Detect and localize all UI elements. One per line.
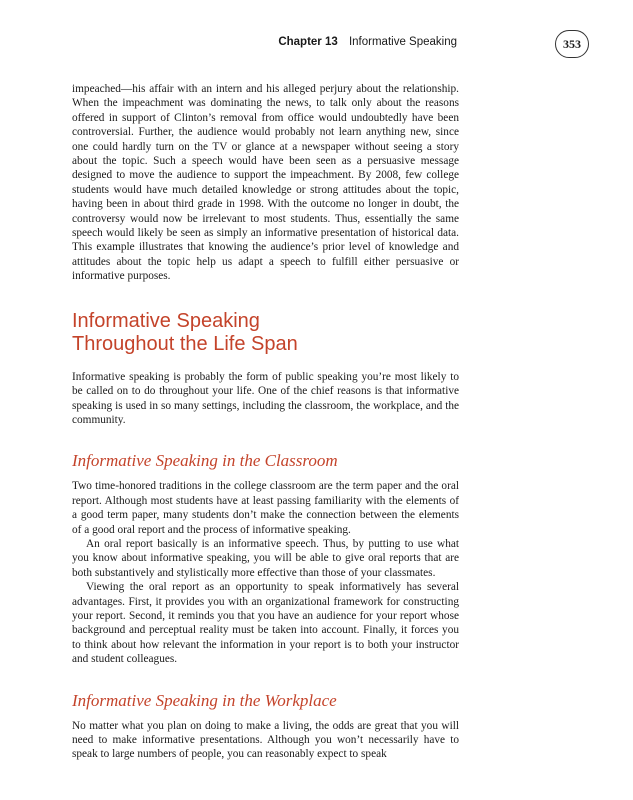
classroom-paragraph-3: Viewing the oral report as an opportunity to speak informatively has several advantages. First, it provides you with an organizational framework for constructing your report. Second, it reminds you that you have an audience for your report whose background and perceptual reality must be taken into account. Finally, it forces you to think about how relevant the information in your report is to both your instructor and student colleagues. <box>72 581 459 666</box>
section-heading-line1: Informative Speaking <box>72 309 260 332</box>
workplace-heading: Informative Speaking in the Workplace <box>72 690 337 710</box>
section-paragraph: Informative speaking is probably the form of public speaking you’re most likely to be called on to do throughout your life. One of the chief reasons is that informative speaking is used in so many settings, including the classroom, the workplace, and the community. <box>72 370 459 426</box>
classroom-paragraph-1: Two time-honored traditions in the college classroom are the term paper and the oral report. Although most students have at least passing familiarity with the elements of a good term paper, many students don’t make the connection between the elements of a good oral report and the process of informative speaking. <box>72 480 459 536</box>
chapter-label: Chapter 13 <box>278 36 338 48</box>
section-heading-line2: Throughout the Life Span <box>72 332 298 355</box>
chapter-title: Informative Speaking <box>348 36 457 48</box>
workplace-paragraph-1: No matter what you plan on doing to make a living, the odds are great that you will need to make informative presentations. Although you won’t necessarily have to speak to large numbers of people, you can reasonably expect to speak <box>72 719 459 761</box>
page-number-badge: 353 <box>555 30 589 58</box>
page-body <box>72 82 459 762</box>
section-heading <box>72 310 459 356</box>
classroom-heading: Informative Speaking in the Classroom <box>72 451 338 471</box>
classroom-paragraph-2: An oral report basically is an informative speech. Thus, by putting to use what you know about informative speaking, you will be able to give oral reports that are both substantively and stylistically more effective than those of your classmates. <box>72 537 459 579</box>
running-header <box>278 36 457 48</box>
intro-paragraph: impeached—his affair with an intern and his alleged perjury about the relationship. When the impeachment was dominating the news, to talk only about the reasons offered in support of Clinton’s removal from office would undoubtedly have been controversial. Further, the audience would probably not learn anything new, since one could hardly turn on the TV or glance at a newspaper without seeing a story about the topic. Such a speech would have been seen as a persuasive message designed to move the audience to support the impeachment. By 2008, few college students would have much detailed knowledge or strong attitudes about the topic, having been in about third grade in 1998. With the outcome no longer in doubt, the controversy would now be irrelevant to most students. Thus, essentially the same speech would likely be seen as simply an informative presentation of historical data. This example illustrates that knowing the audience’s prior level of knowledge and attitudes about the topic help us adapt a speech to fulfill either persuasive or informative purposes. <box>72 83 459 283</box>
